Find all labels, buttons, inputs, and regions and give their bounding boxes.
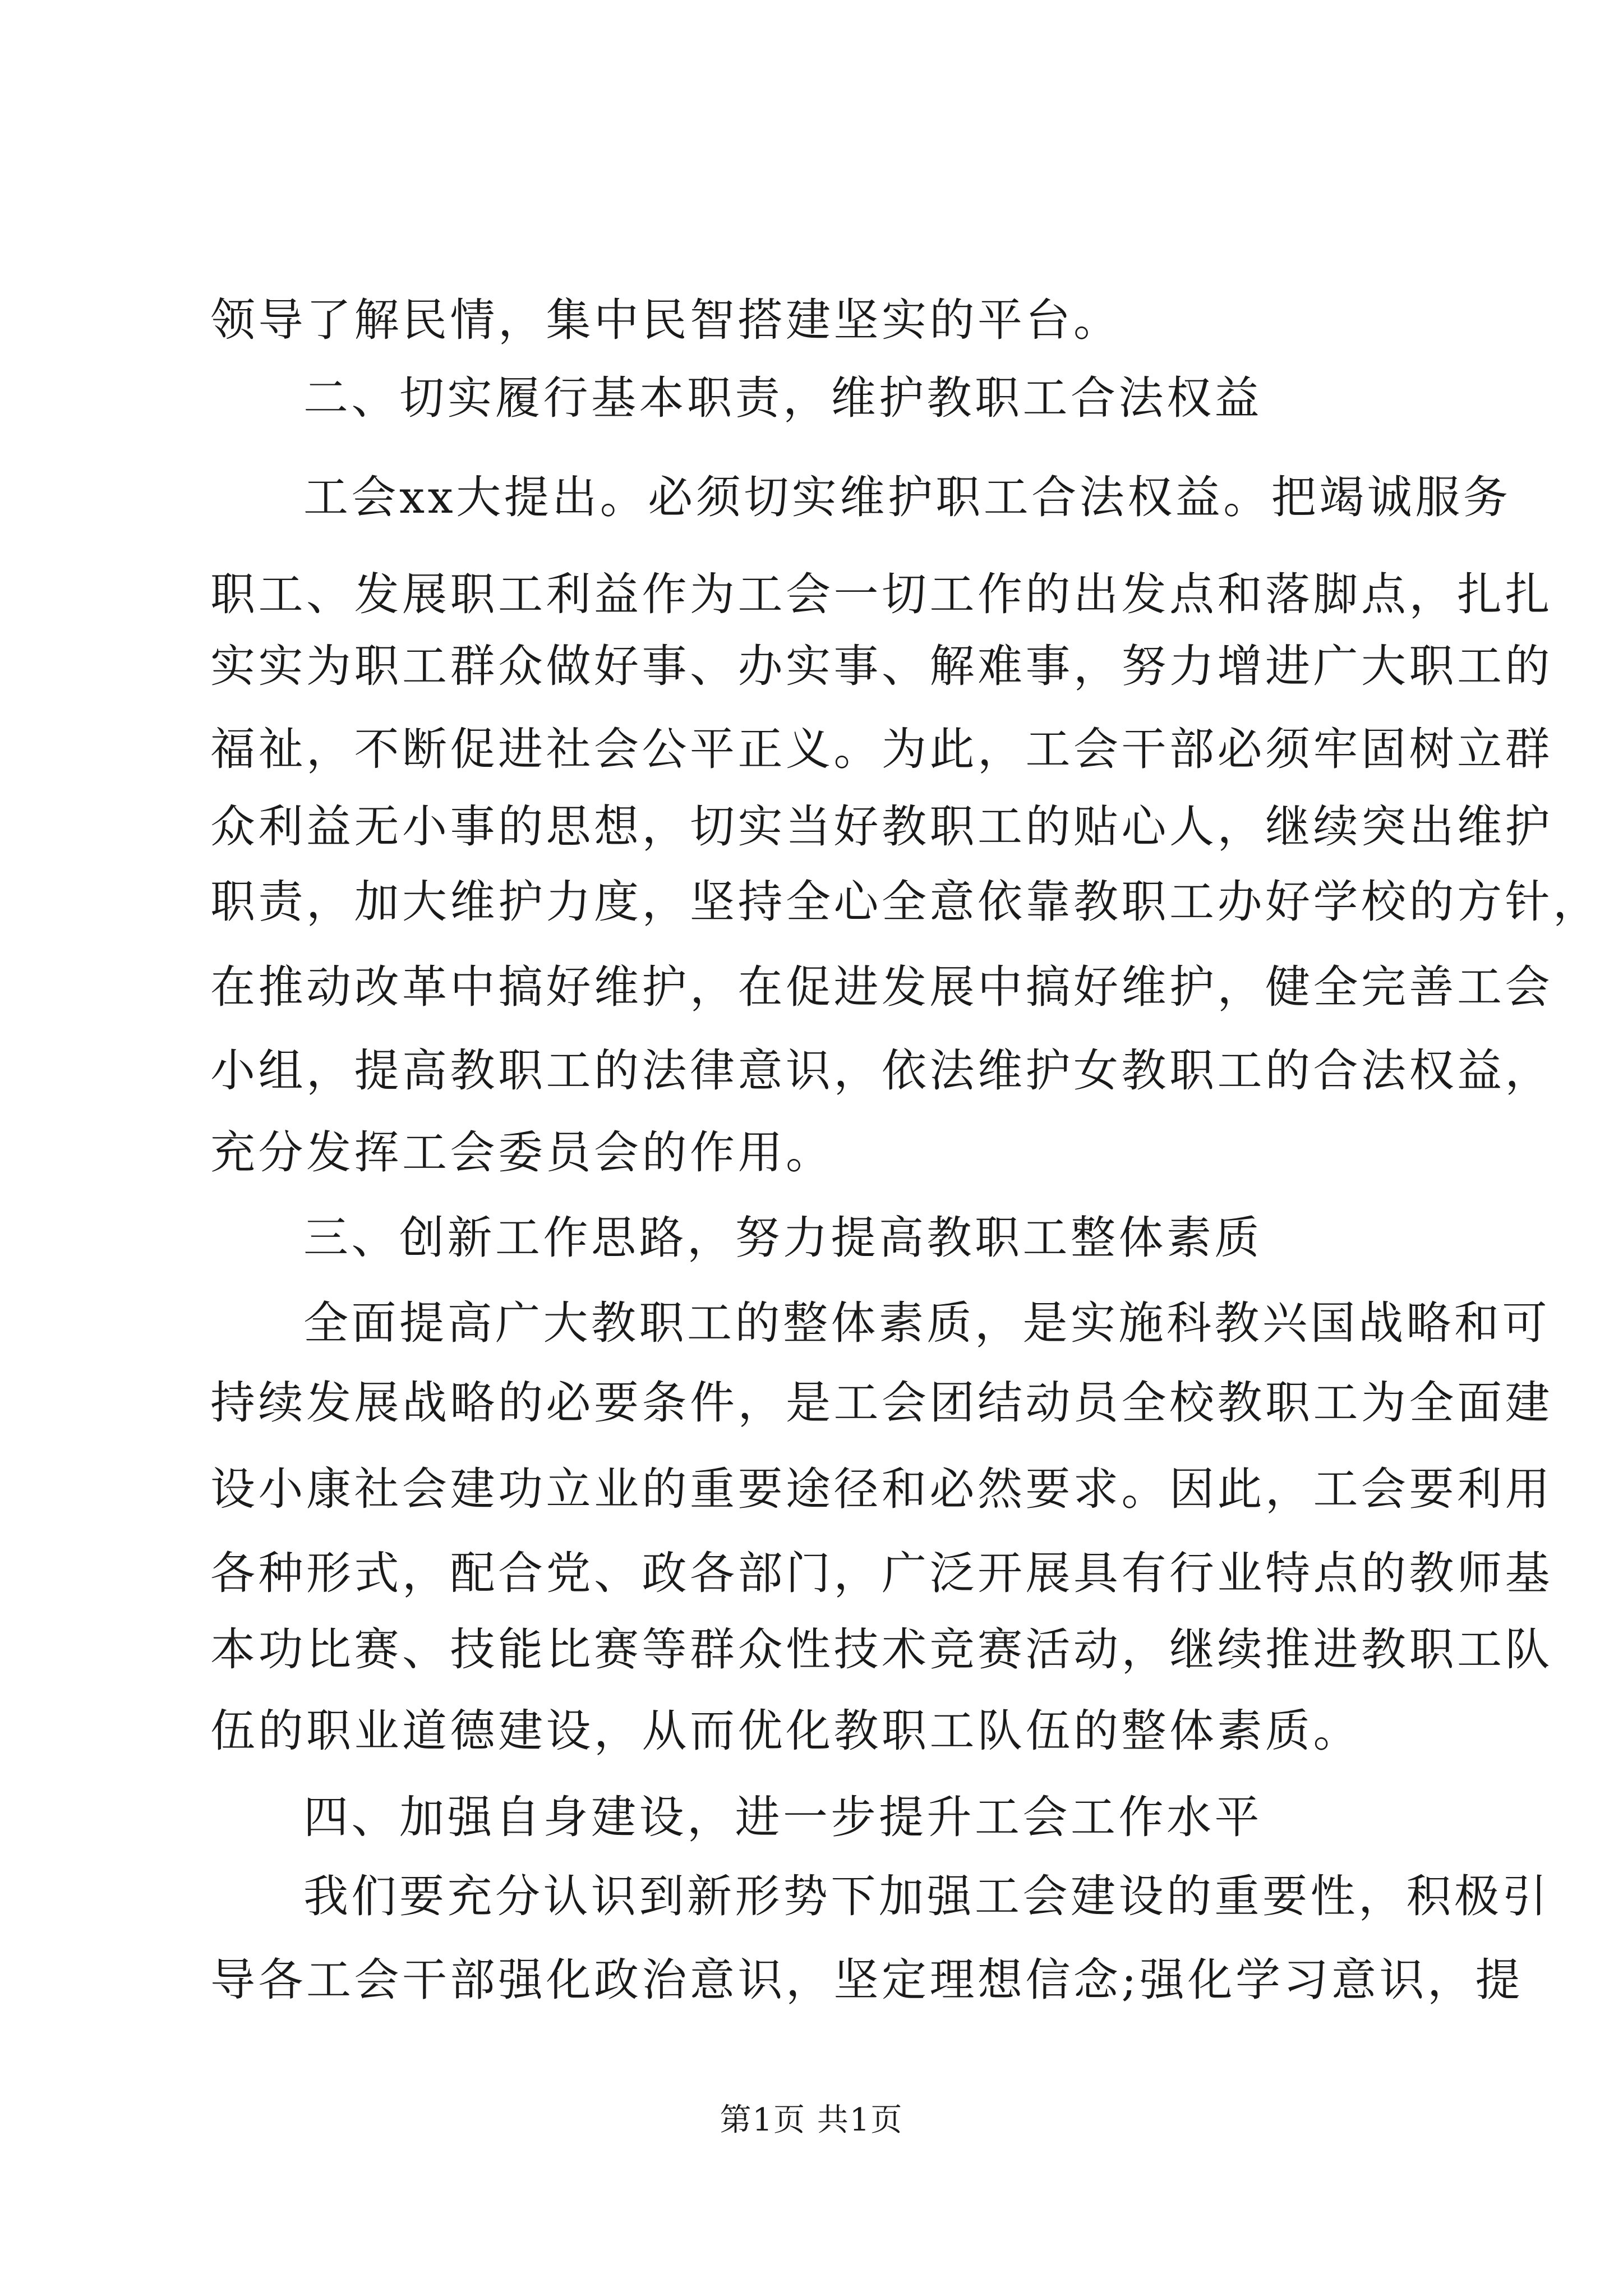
paragraph-line: 持续发展战略的必要条件，是工会团结动员全校教职工为全面建 (210, 1377, 1553, 1429)
paragraph-line: 领导了解民情，集中民智搭建坚实的平台。 (210, 294, 1122, 346)
paragraph-line: 众利益无小事的思想，切实当好教职工的贴心人，继续突出维护 (210, 800, 1553, 853)
paragraph-line: 我们要充分认识到新形势下加强工会建设的重要性，积极引 (303, 1870, 1550, 1922)
paragraph-line: 实实为职工群众做好事、办实事、解难事，努力增进广大职工的 (210, 640, 1553, 692)
paragraph-line: 职责，加大维护力度，坚持全心全意依靠教职工办好学校的方针， (210, 876, 1601, 928)
paragraph-line: 全面提高广大教职工的整体素质，是实施科教兴国战略和可 (303, 1297, 1550, 1349)
paragraph-line: 设小康社会建功立业的重要途径和必然要求。因此，工会要利用 (210, 1463, 1553, 1515)
paragraph-line: 福祉，不断促进社会公平正义。为此，工会干部必须牢固树立群 (210, 723, 1553, 775)
paragraph-line: 小组，提高教职工的法律意识，依法维护女教职工的合法权益， (210, 1045, 1553, 1097)
paragraph-line: 在推动改革中搞好维护，在促进发展中搞好维护，健全完善工会 (210, 961, 1553, 1013)
paragraph-line: 本功比赛、技能比赛等群众性技术竞赛活动，继续推进教职工队 (210, 1623, 1553, 1676)
paragraph-line: 导各工会干部强化政治意识，坚定理想信念;强化学习意识，提 (210, 1954, 1523, 2006)
section-heading: 三、创新工作思路，努力提高教职工整体素质 (303, 1212, 1262, 1264)
paragraph-line: 工会xx大提出。必须切实维护职工合法权益。把竭诚服务 (303, 471, 1511, 523)
paragraph-line: 职工、发展职工利益作为工会一切工作的出发点和落脚点，扎扎 (210, 568, 1553, 620)
paragraph-line: 充分发挥工会委员会的作用。 (210, 1126, 834, 1179)
section-heading: 二、切实履行基本职责，维护教职工合法权益 (303, 372, 1262, 424)
page-footer: 第1页 共1页 (720, 2102, 903, 2138)
paragraph-line: 伍的职业道德建设，从而优化教职工队伍的整体素质。 (210, 1705, 1361, 1757)
section-heading: 四、加强自身建设，进一步提升工会工作水平 (303, 1791, 1262, 1843)
paragraph-line: 各种形式，配合党、政各部门，广泛开展具有行业特点的教师基 (210, 1547, 1553, 1599)
